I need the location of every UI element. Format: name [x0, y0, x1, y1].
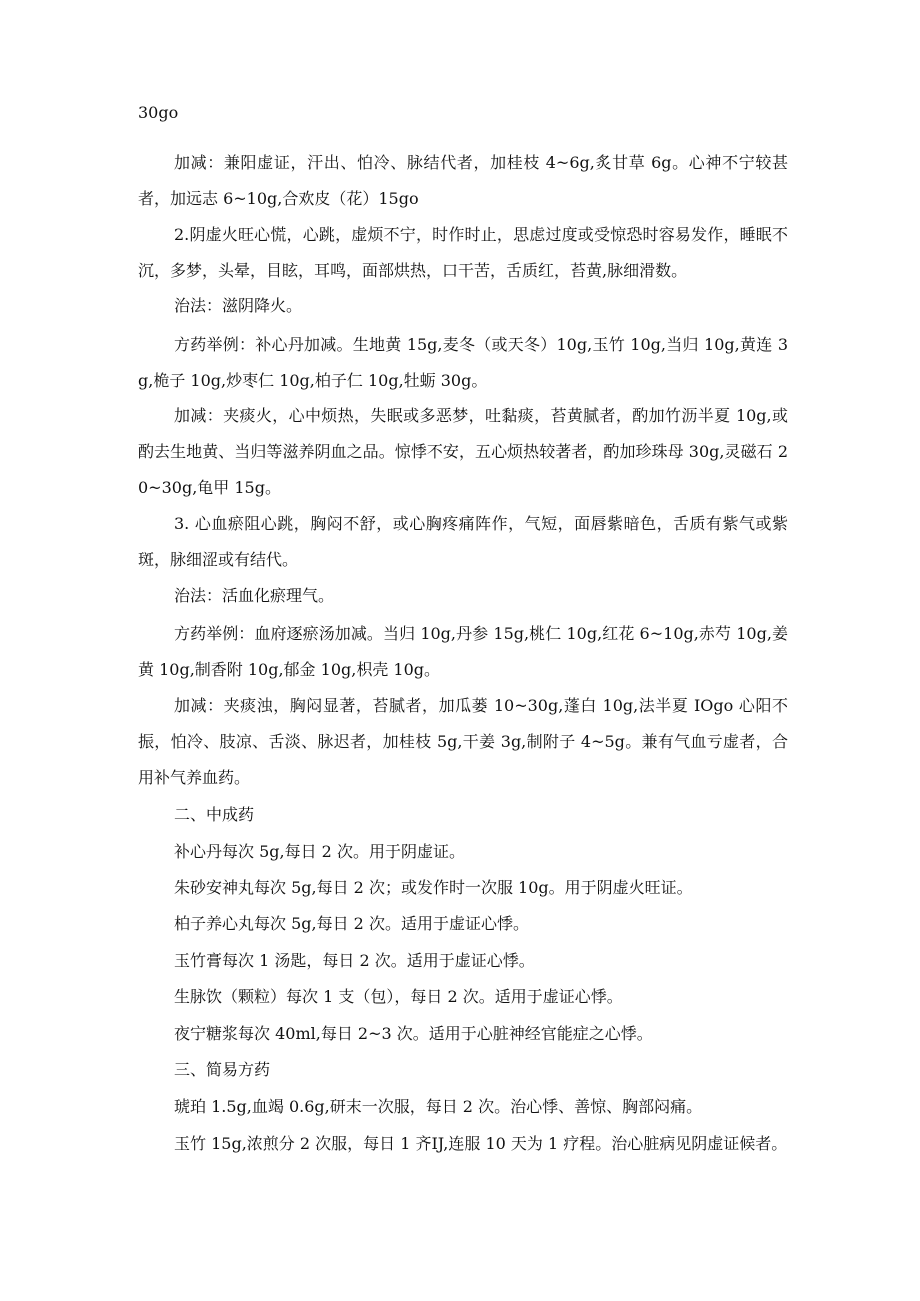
paragraph-continuation: 30go: [138, 103, 179, 122]
paragraph-modification-1: 加减：兼阳虚证，汗出、怕冷、脉结代者，加桂枝 4~6g,炙甘草 6g。心神不宁较甚者，加远志 6~10g,合欢皮（花）15go: [138, 153, 788, 208]
paragraph-modification-2: 加减：夹痰火，心中烦热，失眠或多恶梦，吐黏痰，苔黄腻者，酌加竹沥半夏 10g,或酌去生地黄、当归等滋养阴血之品。惊悸不安，五心烦热较著者，酌加珍珠母 30g,灵磁石 20~30g,龟甲 15g。: [138, 406, 788, 497]
paragraph-prescription-2: 方药举例：血府逐瘀汤加减。当归 10g,丹参 15g,桃仁 10g,红花 6~10g,赤芍 10g,姜黄 10g,制香附 10g,郁金 10g,枳壳 10g。: [138, 624, 788, 679]
paragraph-yin-deficiency: 2.阴虚火旺心慌，心跳，虚烦不宁，时作时止，思虑过度或受惊恐时容易发作，睡眠不沉，多梦，头晕，目眩，耳鸣，面部烘热，口干苦，舌质红，苔黄,脉细滑数。: [138, 225, 788, 280]
paragraph-patent-1: 补心丹每次 5g,每日 2 次。用于阴虚证。: [174, 842, 465, 861]
section-heading-simple-prescriptions: 三、简易方药: [174, 1060, 271, 1079]
paragraph-treatment-1: 治法：滋阴降火。: [174, 296, 303, 315]
paragraph-prescription-1: 方药举例：补心丹加减。生地黄 15g,麦冬（或天冬）10g,玉竹 10g,当归 10g,黄连 3g,桅子 10g,炒枣仁 10g,柏子仁 10g,牡蛎 30g。: [138, 335, 788, 390]
paragraph-treatment-2: 治法：活血化瘀理气。: [174, 586, 335, 605]
paragraph-simple-1: 琥珀 1.5g,血竭 0.6g,研末一次服，每日 2 次。治心悸、善惊、胸部闷痛。: [174, 1097, 703, 1116]
paragraph-patent-5: 生脉饮（颗粒）每次 1 支（包），每日 2 次。适用于虚证心悸。: [174, 987, 623, 1006]
paragraph-modification-3: 加减：夹痰浊，胸闷显著，苔腻者，加瓜蒌 10~30g,蓬白 10g,法半夏 IOgo 心阳不振，怕冷、肢凉、舌淡、脉迟者，加桂枝 5g,干姜 3g,制附子 4~5g。兼有气血亏虚者，合用补气养血药。: [138, 696, 788, 787]
paragraph-simple-2: 玉竹 15g,浓煎分 2 次服，每日 1 齐IJ,连服 10 天为 1 疗程。治心脏病见阴虚证候者。: [174, 1134, 788, 1153]
paragraph-patent-2: 朱砂安神丸每次 5g,每日 2 次；或发作时一次服 10g。用于阴虚火旺证。: [174, 878, 693, 897]
section-heading-patent-medicine: 二、中成药: [174, 805, 255, 824]
paragraph-blood-stasis: 3. 心血瘀阻心跳，胸闷不舒，或心胸疼痛阵作，气短，面唇紫暗色，舌质有紫气或紫斑，脉细涩或有结代。: [138, 514, 788, 569]
paragraph-patent-3: 柏子养心丸每次 5g,每日 2 次。适用于虚证心悸。: [174, 914, 529, 933]
paragraph-patent-6: 夜宁糖浆每次 40ml,每日 2~3 次。适用于心脏神经官能症之心悸。: [174, 1024, 653, 1043]
paragraph-patent-4: 玉竹膏每次 1 汤匙，每日 2 次。适用于虚证心悸。: [174, 951, 535, 970]
